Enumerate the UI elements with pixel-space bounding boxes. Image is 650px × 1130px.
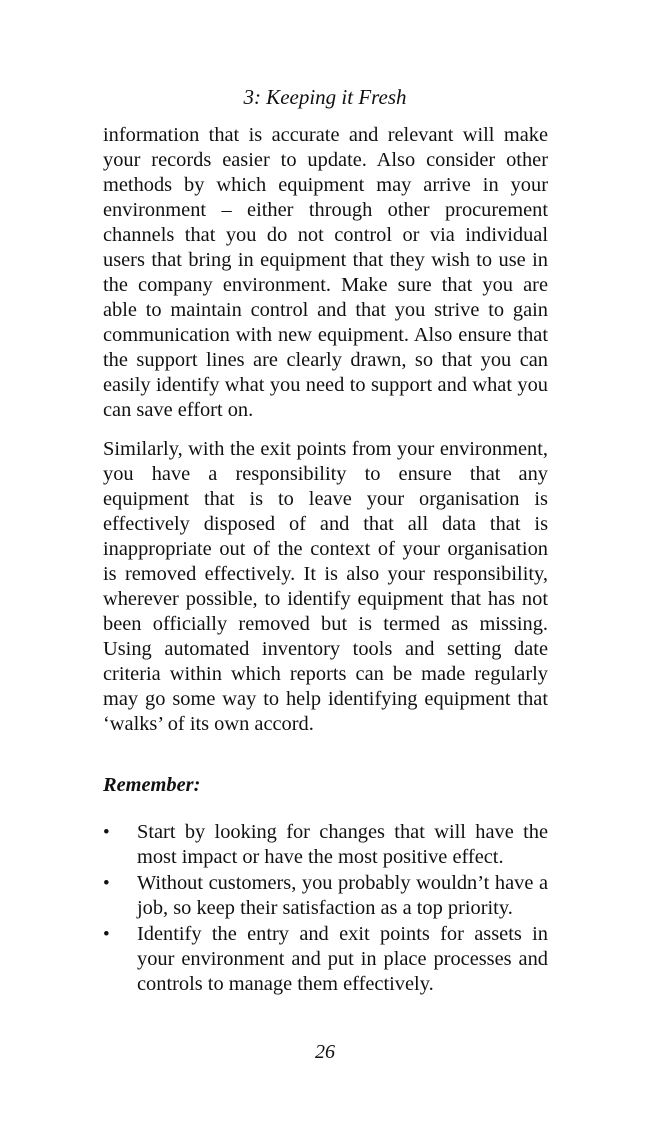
- list-item: [103, 820, 548, 870]
- list-item-text: Start by looking for changes that will have the most impact or have the most positive effect.: [137, 821, 548, 868]
- paragraph: Similarly, with the exit points from your environment, you have a responsibility to ensure that any equipment that is to leave your organisation is effectively disposed of and that all data that is inappropriate out of the context of your organisation is removed effectively. It is also your responsibility, wherever possible, to identify equipment that has not been officially removed but is termed as missing. Using automated inventory tools and setting date criteria within which reports can be made regularly may go some way to help identifying equipment that ‘walks’ of its own accord.: [103, 438, 548, 735]
- list-item: [103, 871, 548, 921]
- list-item-text: Without customers, you probably wouldn’t have a job, so keep their satisfaction as a top priority.: [137, 872, 548, 919]
- bullet-icon: •: [103, 873, 110, 894]
- body-text: [103, 123, 548, 998]
- remember-heading: Remember:: [103, 774, 201, 796]
- bullet-icon: •: [103, 822, 110, 843]
- list-item: [103, 922, 548, 997]
- remember-list: [103, 820, 548, 997]
- paragraph: information that is accurate and relevant will make your records easier to update. Also consider other methods by which equipment may arrive in your environment – either through other procurement channels that you do not control or via individual users that bring in equipment that they wish to use in the company environment. Make sure that you are able to maintain control and that you strive to gain communication with new equipment. Also ensure that the support lines are clearly drawn, so that you can easily identify what you need to support and what you can save effort on.: [103, 124, 548, 421]
- list-item-text: Identify the entry and exit points for assets in your environment and put in place processes and controls to manage them effectively.: [137, 923, 548, 995]
- bullet-icon: •: [103, 924, 110, 945]
- running-header: 3: Keeping it Fresh: [243, 85, 407, 109]
- page-number: 26: [315, 1041, 335, 1063]
